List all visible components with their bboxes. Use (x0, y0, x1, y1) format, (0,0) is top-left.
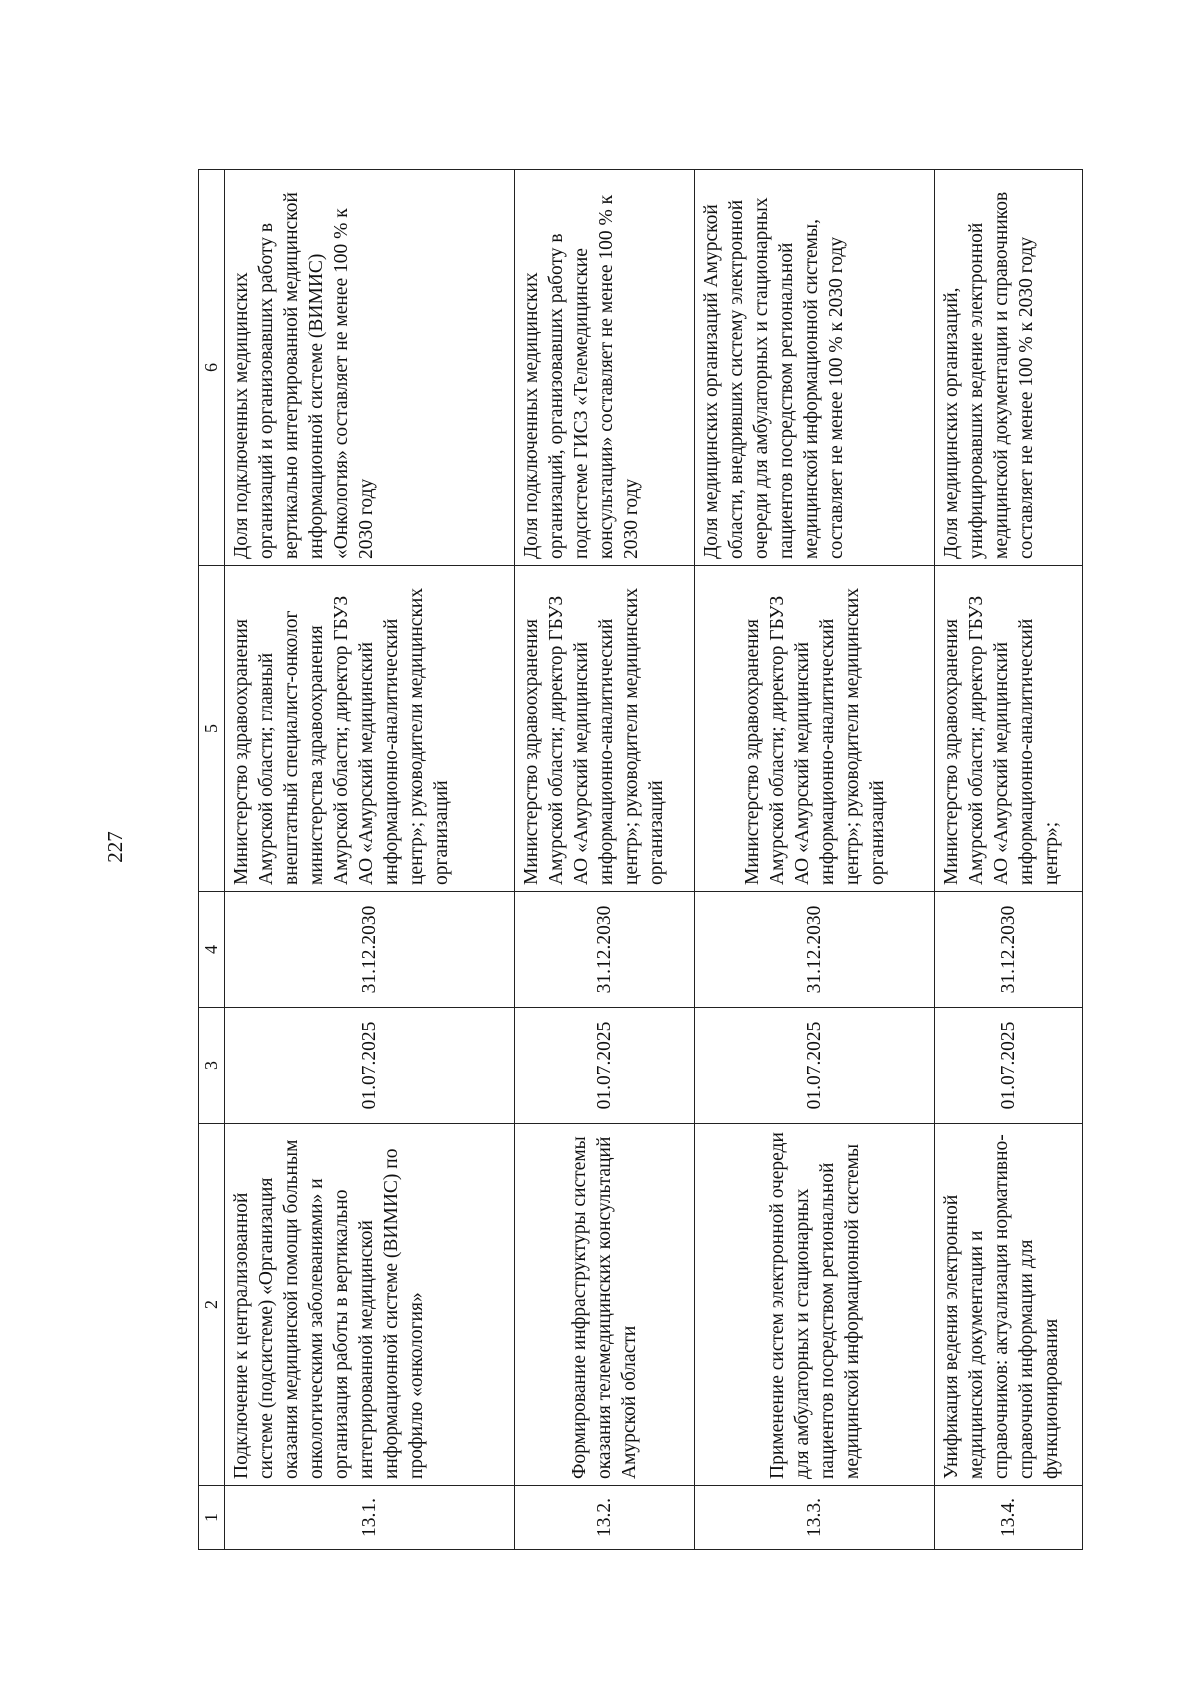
table-row (935, 170, 1083, 1550)
table-row (515, 170, 695, 1550)
result-text: Доля медицинских организаций, унифицировавших ведение электронной медицинской документации и справочников составляет не менее 100 % к 2030 году (935, 170, 1083, 566)
header-col-3: 3 (199, 1008, 225, 1124)
table-row (695, 170, 935, 1550)
row-number: 13.4. (935, 1486, 1083, 1550)
result-text: Доля подключенных медицинских организаций, организовавших работу в подсистеме ГИСЗ «Телемедицинские консультации» составляет не менее 100 % к 2030 году (515, 170, 695, 566)
responsible-text: Министерство здравоохранения Амурской области; директор ГБУЗ АО «Амурский медицинский информационно-аналитический центр»; (935, 566, 1083, 892)
header-col-1: 1 (199, 1486, 225, 1550)
row-number: 13.1. (225, 1486, 515, 1550)
start-date: 01.07.2025 (515, 1008, 695, 1124)
activities-table (198, 169, 1083, 1550)
start-date: 01.07.2025 (695, 1008, 935, 1124)
start-date: 01.07.2025 (225, 1008, 515, 1124)
end-date: 31.12.2030 (935, 892, 1083, 1008)
end-date: 31.12.2030 (695, 892, 935, 1008)
measure-text: Формирование инфраструктуры системы оказания телемедицинских консультаций Амурской области (515, 1124, 695, 1486)
table-header-row (199, 170, 225, 1550)
row-number: 13.2. (515, 1486, 695, 1550)
start-date: 01.07.2025 (935, 1008, 1083, 1124)
responsible-text: Министерство здравоохранения Амурской области; главный внештатный специалист-онколог министерства здравоохранения Амурской области; директор ГБУЗ АО «Амурский медицинский информационно-аналитический центр»; руководители медицинских организаций (225, 566, 515, 892)
measure-text: Унификация ведения электронной медицинской документации и справочников: актуализация нормативно-справочной информации для функционирования (935, 1124, 1083, 1486)
header-col-2: 2 (199, 1124, 225, 1486)
end-date: 31.12.2030 (515, 892, 695, 1008)
table-landscape-frame (198, 170, 1078, 1550)
measure-text: Применение систем электронной очереди для амбулаторных и стационарных пациентов посредством региональной медицинской информационной системы (695, 1124, 935, 1486)
page-number: 227 (103, 831, 127, 863)
table-row (225, 170, 515, 1550)
header-col-6: 6 (199, 170, 225, 566)
result-text: Доля подключенных медицинских организаций и организовавших работу в вертикально интегрированной медицинской информационной системе (ВИМИС) «Онкология» составляет не менее 100 % к 2030 году (225, 170, 515, 566)
measure-text: Подключение к централизованной системе (подсистеме) «Организация оказания медицинской помощи больным онкологическими заболеваниями» и организация работы в вертикально интегрированной медицинской информационной системе (ВИМИС) по профилю «онкология» (225, 1124, 515, 1486)
result-text: Доля медицинских организаций Амурской области, внедривших систему электронной очереди для амбулаторных и стационарных пациентов посредством региональной медицинской информационной системы, составляет не менее 100 % к 2030 году (695, 170, 935, 566)
header-col-4: 4 (199, 892, 225, 1008)
row-number: 13.3. (695, 1486, 935, 1550)
responsible-text: Министерство здравоохранения Амурской области; директор ГБУЗ АО «Амурский медицинский информационно-аналитический центр»; руководители медицинских организаций (515, 566, 695, 892)
responsible-text: Министерство здравоохранения Амурской области; директор ГБУЗ АО «Амурский медицинский информационно-аналитический центр»; руководители медицинских организаций (695, 566, 935, 892)
header-col-5: 5 (199, 566, 225, 892)
table-rotation-wrapper (198, 170, 1078, 1550)
end-date: 31.12.2030 (225, 892, 515, 1008)
